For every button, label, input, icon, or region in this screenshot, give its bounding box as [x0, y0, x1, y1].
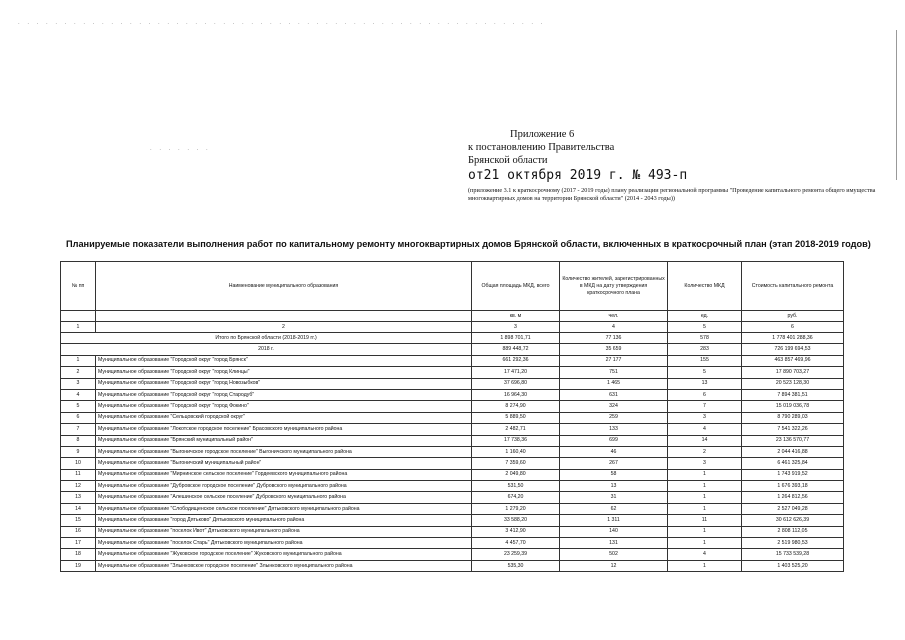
municipality-name: Муниципальное образование "поселок Старь" Дятьковского муниципального района [96, 538, 472, 549]
area-value: 16 964,30 [472, 389, 560, 400]
table-row [61, 549, 844, 560]
total-people: 77 136 [560, 333, 668, 344]
area-value: 17 471,20 [472, 367, 560, 378]
table-row [61, 389, 844, 400]
row-number: 12 [61, 481, 96, 492]
cost-value: 15 019 036,78 [742, 401, 844, 412]
document-header [468, 128, 878, 203]
residents-value: 631 [560, 389, 668, 400]
area-value: 674,20 [472, 492, 560, 503]
municipality-name: Муниципальное образование "Выгоничский муниципальный район" [96, 458, 472, 469]
column-number-cell: 2 [96, 322, 472, 333]
row-number: 18 [61, 549, 96, 560]
municipality-name: Муниципальное образование "Слободищенское сельское поселение" Дятьковского муниципального района [96, 503, 472, 514]
municipality-name: Муниципальное образование "Жуковское городское поселение" Жуковского муниципального района [96, 549, 472, 560]
houses-value: 1 [668, 492, 742, 503]
column-number-cell: 6 [742, 322, 844, 333]
table-row [61, 492, 844, 503]
area-value: 17 738,36 [472, 435, 560, 446]
residents-value: 131 [560, 538, 668, 549]
table-year-row [61, 344, 844, 355]
houses-value: 14 [668, 435, 742, 446]
municipality-name: Муниципальное образование "Алешинское сельское поселение" Дубровского муниципального района [96, 492, 472, 503]
row-number: 10 [61, 458, 96, 469]
cost-value: 1 676 393,18 [742, 481, 844, 492]
municipality-name: Муниципальное образование "Сельцовский городской округ" [96, 412, 472, 423]
table-row [61, 367, 844, 378]
unit-cell: кв. м [472, 311, 560, 322]
houses-value: 2 [668, 446, 742, 457]
table-row [61, 515, 844, 526]
region-label: Брянской области [468, 155, 548, 166]
area-value: 23 259,39 [472, 549, 560, 560]
header-cell: Общая площадь МКД, всего [472, 262, 560, 311]
municipality-name: Муниципальное образование "Городской округ "город Брянск" [96, 355, 472, 366]
residents-value: 699 [560, 435, 668, 446]
cost-value: 2 044 416,88 [742, 446, 844, 457]
houses-value: 6 [668, 389, 742, 400]
header-cell: № пп [61, 262, 96, 311]
houses-value: 11 [668, 515, 742, 526]
area-value: 531,50 [472, 481, 560, 492]
residents-value: 259 [560, 412, 668, 423]
table-row [61, 355, 844, 366]
year-houses: 283 [668, 344, 742, 355]
municipality-name: Муниципальное образование "Городской округ "город Новозыбков" [96, 378, 472, 389]
unit-cell [96, 311, 472, 322]
area-value: 7 359,60 [472, 458, 560, 469]
row-number: 17 [61, 538, 96, 549]
houses-value: 13 [668, 378, 742, 389]
row-number: 9 [61, 446, 96, 457]
houses-value: 7 [668, 401, 742, 412]
scan-noise-top: . . . . . . . . . . . . . . . . . . . . . . . . . . . . . . . . . . . . . . . . . . . . . . . . . . . . . . . . . [18, 20, 546, 26]
table-units-row [61, 311, 844, 322]
total-label: Итого по Брянской области (2018-2019 гг.) [61, 333, 472, 344]
column-number-cell: 1 [61, 322, 96, 333]
unit-cell: чел. [560, 311, 668, 322]
cost-value: 20 523 128,30 [742, 378, 844, 389]
cost-value: 1 264 812,56 [742, 492, 844, 503]
row-number: 16 [61, 526, 96, 537]
year-label: 2018 г. [61, 344, 472, 355]
resolution-label: к постановлению Правительства [468, 142, 615, 153]
unit-cell [61, 311, 96, 322]
residents-value: 502 [560, 549, 668, 560]
row-number: 19 [61, 560, 96, 571]
row-number: 13 [61, 492, 96, 503]
cost-value: 17 890 703,27 [742, 367, 844, 378]
row-number: 7 [61, 424, 96, 435]
municipality-name: Муниципальное образование "город Дятьково" Дятьковского муниципального района [96, 515, 472, 526]
order-date-number: от21 октября 2019 г. № 493-п [468, 168, 688, 183]
table-row [61, 469, 844, 480]
table-row [61, 412, 844, 423]
residents-value: 133 [560, 424, 668, 435]
area-value: 3 412,90 [472, 526, 560, 537]
residents-value: 324 [560, 401, 668, 412]
table-row [61, 526, 844, 537]
row-number: 2 [61, 367, 96, 378]
houses-value: 1 [668, 538, 742, 549]
houses-value: 3 [668, 458, 742, 469]
cost-value: 463 857 469,96 [742, 355, 844, 366]
row-number: 11 [61, 469, 96, 480]
indicators-table [60, 261, 844, 572]
row-number: 3 [61, 378, 96, 389]
residents-value: 31 [560, 492, 668, 503]
houses-value: 1 [668, 469, 742, 480]
row-number: 14 [61, 503, 96, 514]
year-people: 35 659 [560, 344, 668, 355]
municipality-name: Муниципальное образование "Брянский муниципальный район" [96, 435, 472, 446]
total-cost: 1 778 401 288,36 [742, 333, 844, 344]
area-value: 4 457,70 [472, 538, 560, 549]
cost-value: 7 894 381,51 [742, 389, 844, 400]
residents-value: 1 311 [560, 515, 668, 526]
residents-value: 12 [560, 560, 668, 571]
table-column-numbers-row [61, 322, 844, 333]
residents-value: 62 [560, 503, 668, 514]
residents-value: 267 [560, 458, 668, 469]
houses-value: 1 [668, 503, 742, 514]
area-value: 1 160,40 [472, 446, 560, 457]
residents-value: 13 [560, 481, 668, 492]
residents-value: 46 [560, 446, 668, 457]
total-area: 1 898 701,71 [472, 333, 560, 344]
table-total-row [61, 333, 844, 344]
scan-edge-line [896, 30, 897, 180]
header-cell: Наименование муниципального образования [96, 262, 472, 311]
row-number: 6 [61, 412, 96, 423]
document-title: Планируемые показатели выполнения работ по капитальному ремонту многоквартирных домов Брянской области, включенных в краткосрочный план (этап 2018-2019 годов) [66, 239, 871, 249]
scan-noise-left: . . . . . . . [150, 146, 211, 152]
table-row [61, 481, 844, 492]
table-row [61, 503, 844, 514]
unit-cell: руб. [742, 311, 844, 322]
year-area: 889 448,72 [472, 344, 560, 355]
cost-value: 30 612 626,39 [742, 515, 844, 526]
area-value: 2 049,80 [472, 469, 560, 480]
houses-value: 4 [668, 424, 742, 435]
row-number: 8 [61, 435, 96, 446]
municipality-name: Муниципальное образование "Дубровское городское поселение" Дубровского муниципального района [96, 481, 472, 492]
area-value: 1 279,20 [472, 503, 560, 514]
year-cost: 726 199 694,53 [742, 344, 844, 355]
row-number: 4 [61, 389, 96, 400]
cost-value: 23 136 570,77 [742, 435, 844, 446]
table-row [61, 538, 844, 549]
table-row [61, 446, 844, 457]
header-cell: Количество МКД [668, 262, 742, 311]
municipality-name: Муниципальное образование "Городской округ "город Фокино" [96, 401, 472, 412]
municipality-name: Муниципальное образование "Локотское городское поселение" Брасовского муниципального района [96, 424, 472, 435]
municipality-name: Муниципальное образование "поселок Ивот" Дятьковского муниципального района [96, 526, 472, 537]
municipality-name: Муниципальное образование "Городской округ "город Клинцы" [96, 367, 472, 378]
residents-value: 27 177 [560, 355, 668, 366]
table-header-row [61, 262, 844, 311]
houses-value: 5 [668, 367, 742, 378]
cost-value: 8 790 289,03 [742, 412, 844, 423]
cost-value: 15 733 539,28 [742, 549, 844, 560]
houses-value: 1 [668, 526, 742, 537]
table-row [61, 560, 844, 571]
cost-value: 1 403 525,20 [742, 560, 844, 571]
row-number: 5 [61, 401, 96, 412]
municipality-name: Муниципальное образование "Злынковское городское поселение" Злынковского муниципального района [96, 560, 472, 571]
column-number-cell: 4 [560, 322, 668, 333]
houses-value: 1 [668, 481, 742, 492]
header-cell: Количество жителей, зарегистрированных в МКД на дату утверждения краткосрочного плана [560, 262, 668, 311]
cost-value: 2 519 980,53 [742, 538, 844, 549]
area-value: 661 292,36 [472, 355, 560, 366]
area-value: 5 889,50 [472, 412, 560, 423]
table-row [61, 424, 844, 435]
residents-value: 140 [560, 526, 668, 537]
column-number-cell: 3 [472, 322, 560, 333]
cost-value: 2 527 049,28 [742, 503, 844, 514]
houses-value: 4 [668, 549, 742, 560]
area-value: 535,30 [472, 560, 560, 571]
row-number: 1 [61, 355, 96, 366]
cost-value: 7 541 322,26 [742, 424, 844, 435]
column-number-cell: 5 [668, 322, 742, 333]
table-row [61, 401, 844, 412]
unit-cell: ед. [668, 311, 742, 322]
header-cell: Стоимость капитального ремонта [742, 262, 844, 311]
municipality-name: Муниципальное образование "Мирнинское сельское поселение" Гордеевского муниципального района [96, 469, 472, 480]
houses-value: 3 [668, 412, 742, 423]
houses-value: 155 [668, 355, 742, 366]
cost-value: 1 743 919,52 [742, 469, 844, 480]
table-row [61, 378, 844, 389]
municipality-name: Муниципальное образование "Выгоничское городское поселение" Выгоничского муниципального района [96, 446, 472, 457]
table-row [61, 435, 844, 446]
houses-value: 1 [668, 560, 742, 571]
area-value: 8 274,90 [472, 401, 560, 412]
area-value: 33 588,20 [472, 515, 560, 526]
residents-value: 1 465 [560, 378, 668, 389]
area-value: 2 482,71 [472, 424, 560, 435]
area-value: 37 696,80 [472, 378, 560, 389]
residents-value: 58 [560, 469, 668, 480]
cost-value: 2 808 112,05 [742, 526, 844, 537]
row-number: 15 [61, 515, 96, 526]
table-row [61, 458, 844, 469]
appendix-label: Приложение 6 [510, 129, 575, 140]
municipality-name: Муниципальное образование "Городской округ "город Стародуб" [96, 389, 472, 400]
appendix-note: (приложение 3.1 к краткосрочному (2017 - 2019 годы) плану реализации региональной программы "Проведение капитального ремонта общего имущества многоквартирных домов на территории Брянской области" (2014 - 2043 годы)) [468, 187, 876, 202]
residents-value: 751 [560, 367, 668, 378]
total-houses: 578 [668, 333, 742, 344]
cost-value: 6 461 325,84 [742, 458, 844, 469]
